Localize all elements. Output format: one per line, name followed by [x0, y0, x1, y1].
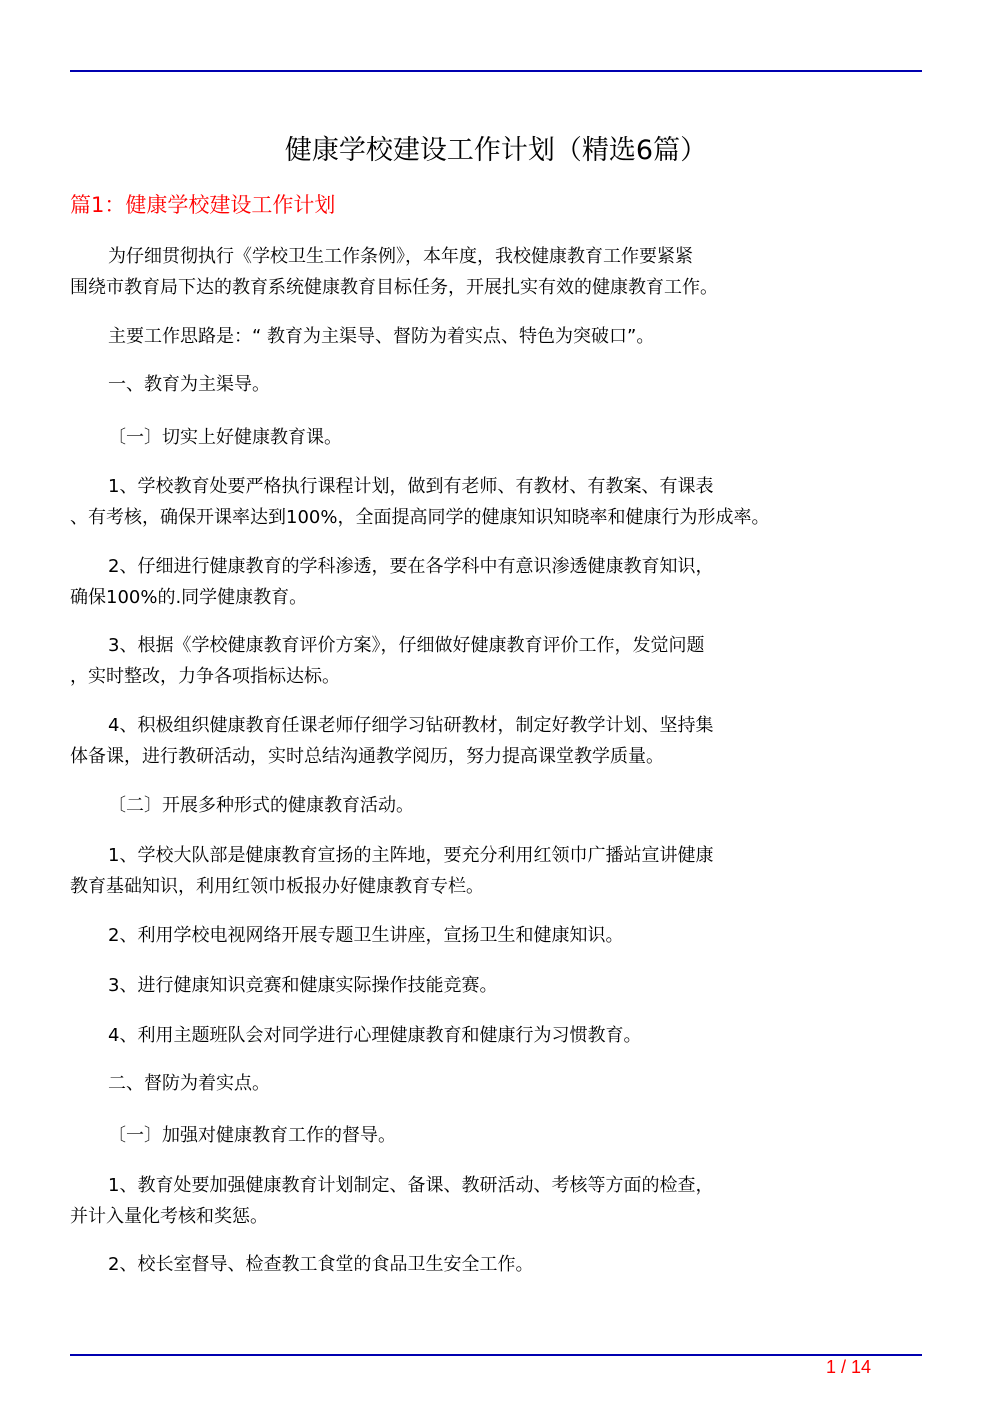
- paragraph-line: ，实时整改，力争各项指标达标。: [70, 666, 340, 687]
- paragraph: [70, 1068, 930, 1099]
- paragraph: [70, 1120, 930, 1151]
- paragraph: [70, 471, 930, 533]
- paragraph: [70, 422, 930, 453]
- paragraph-line: 围绕市教育局下达的教育系统健康教育目标任务，开展扎实有效的健康教育工作。: [70, 277, 718, 298]
- paragraph-line: 确保100%的.同学健康教育。: [70, 587, 308, 608]
- paragraph: [70, 920, 930, 951]
- paragraph-line: 一、教育为主渠导。: [108, 374, 270, 395]
- paragraph-line: 为仔细贯彻执行《学校卫生工作条例》，本年度，我校健康教育工作要紧紧: [108, 246, 693, 267]
- paragraph-line: 〔二〕开展多种形式的健康教育活动。: [108, 795, 414, 816]
- paragraph: [70, 710, 930, 772]
- paragraph: [70, 551, 930, 613]
- paragraph-line: 1、学校教育处要严格执行课程计划，做到有老师、有教材、有教案、有课表: [108, 476, 714, 497]
- paragraph: [70, 1249, 930, 1280]
- footer-rule: [70, 1354, 922, 1356]
- page-number: 1 / 14: [826, 1357, 872, 1377]
- paragraph-line: 教育基础知识，利用红领巾板报办好健康教育专栏。: [70, 876, 484, 897]
- paragraph-line: 1、学校大队部是健康教育宣扬的主阵地，要充分利用红领巾广播站宣讲健康: [108, 845, 714, 866]
- section-heading: 篇1：健康学校建设工作计划: [70, 193, 336, 217]
- paragraph: [70, 241, 930, 303]
- paragraph-line: 〔一〕切实上好健康教育课。: [108, 427, 342, 448]
- paragraph-line: 、有考核，确保开课率达到100%，全面提高同学的健康知识知晓率和健康行为形成率。: [70, 507, 770, 528]
- paragraph-line: 体备课，进行教研活动，实时总结沟通教学阅历，努力提高课堂教学质量。: [70, 746, 664, 767]
- paragraph-line: 3、进行健康知识竞赛和健康实际操作技能竞赛。: [108, 975, 498, 996]
- paragraph: [70, 321, 930, 352]
- paragraph-line: 2、校长室督导、检查教工食堂的食品卫生安全工作。: [108, 1254, 534, 1275]
- paragraph-line: 并计入量化考核和奖惩。: [70, 1206, 268, 1227]
- paragraph: [70, 970, 930, 1001]
- paragraph-line: 二、督防为着实点。: [108, 1073, 270, 1094]
- paragraph-line: 1、教育处要加强健康教育计划制定、备课、教研活动、考核等方面的检查，: [108, 1175, 714, 1196]
- paragraph-line: 主要工作思路是：“ 教育为主渠导、督防为着实点、特色为突破口”。: [108, 326, 655, 347]
- paragraph: [70, 630, 930, 692]
- paragraph: [70, 1170, 930, 1232]
- paragraph-line: 2、仔细进行健康教育的学科渗透，要在各学科中有意识渗透健康教育知识，: [108, 556, 714, 577]
- document-title: 健康学校建设工作计划（精选6篇）: [284, 135, 708, 166]
- paragraph-line: 4、利用主题班队会对同学进行心理健康教育和健康行为习惯教育。: [108, 1025, 642, 1046]
- paragraph: [70, 790, 930, 821]
- header-rule: [70, 70, 922, 72]
- paragraph-line: 〔一〕加强对健康教育工作的督导。: [108, 1125, 396, 1146]
- paragraph: [70, 1020, 930, 1051]
- paragraph-line: 4、积极组织健康教育任课老师仔细学习钻研教材，制定好教学计划、坚持集: [108, 715, 714, 736]
- paragraph: [70, 369, 930, 400]
- paragraph-line: 2、利用学校电视网络开展专题卫生讲座，宣扬卫生和健康知识。: [108, 925, 624, 946]
- paragraph-line: 3、根据《学校健康教育评价方案》，仔细做好健康教育评价工作，发觉问题: [108, 635, 705, 656]
- paragraph: [70, 840, 930, 902]
